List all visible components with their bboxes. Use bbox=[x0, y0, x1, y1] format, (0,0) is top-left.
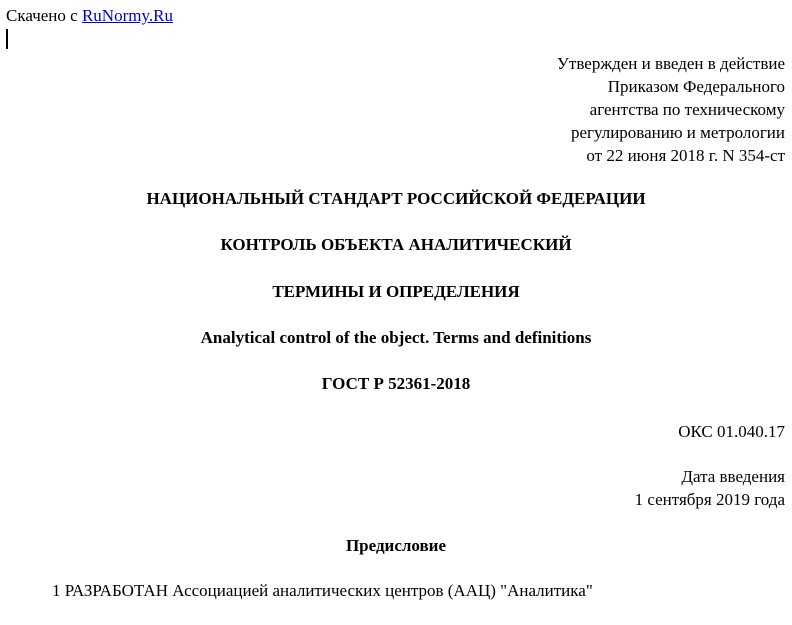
english-title: Analytical control of the object. Terms and definitions bbox=[200, 328, 592, 347]
standard-title-line2: ТЕРМИНЫ И ОПРЕДЕЛЕНИЯ bbox=[272, 282, 520, 301]
text-cursor bbox=[6, 29, 8, 49]
approval-line: Приказом Федерального bbox=[607, 77, 785, 96]
national-standard-heading: НАЦИОНАЛЬНЫЙ СТАНДАРТ РОССИЙСКОЙ ФЕДЕРАЦИИ bbox=[146, 189, 646, 208]
preface-item-1: 1 РАЗРАБОТАН Ассоциацией аналитических центров (ААЦ) "Аналитика" bbox=[52, 581, 593, 600]
approval-line: регулированию и метрологии bbox=[570, 123, 785, 142]
intro-date-label: Дата введения bbox=[681, 467, 785, 486]
source-line bbox=[6, 6, 173, 26]
approval-line: Утвержден и введен в действие bbox=[556, 54, 785, 73]
preface-heading: Предисловие bbox=[345, 536, 447, 555]
source-link[interactable]: RuNormy.Ru bbox=[81, 6, 173, 25]
intro-date-value: 1 сентября 2019 года bbox=[634, 490, 785, 509]
approval-block bbox=[557, 52, 785, 167]
source-prefix: Скачено с bbox=[6, 6, 82, 25]
approval-line: от 22 июня 2018 г. N 354-ст bbox=[586, 146, 785, 165]
gost-number: ГОСТ Р 52361-2018 bbox=[321, 374, 471, 393]
standard-title-line1: КОНТРОЛЬ ОБЪЕКТА АНАЛИТИЧЕСКИЙ bbox=[220, 235, 572, 254]
oks-code: ОКС 01.040.17 bbox=[678, 422, 785, 441]
approval-line: агентства по техническому bbox=[589, 100, 785, 119]
